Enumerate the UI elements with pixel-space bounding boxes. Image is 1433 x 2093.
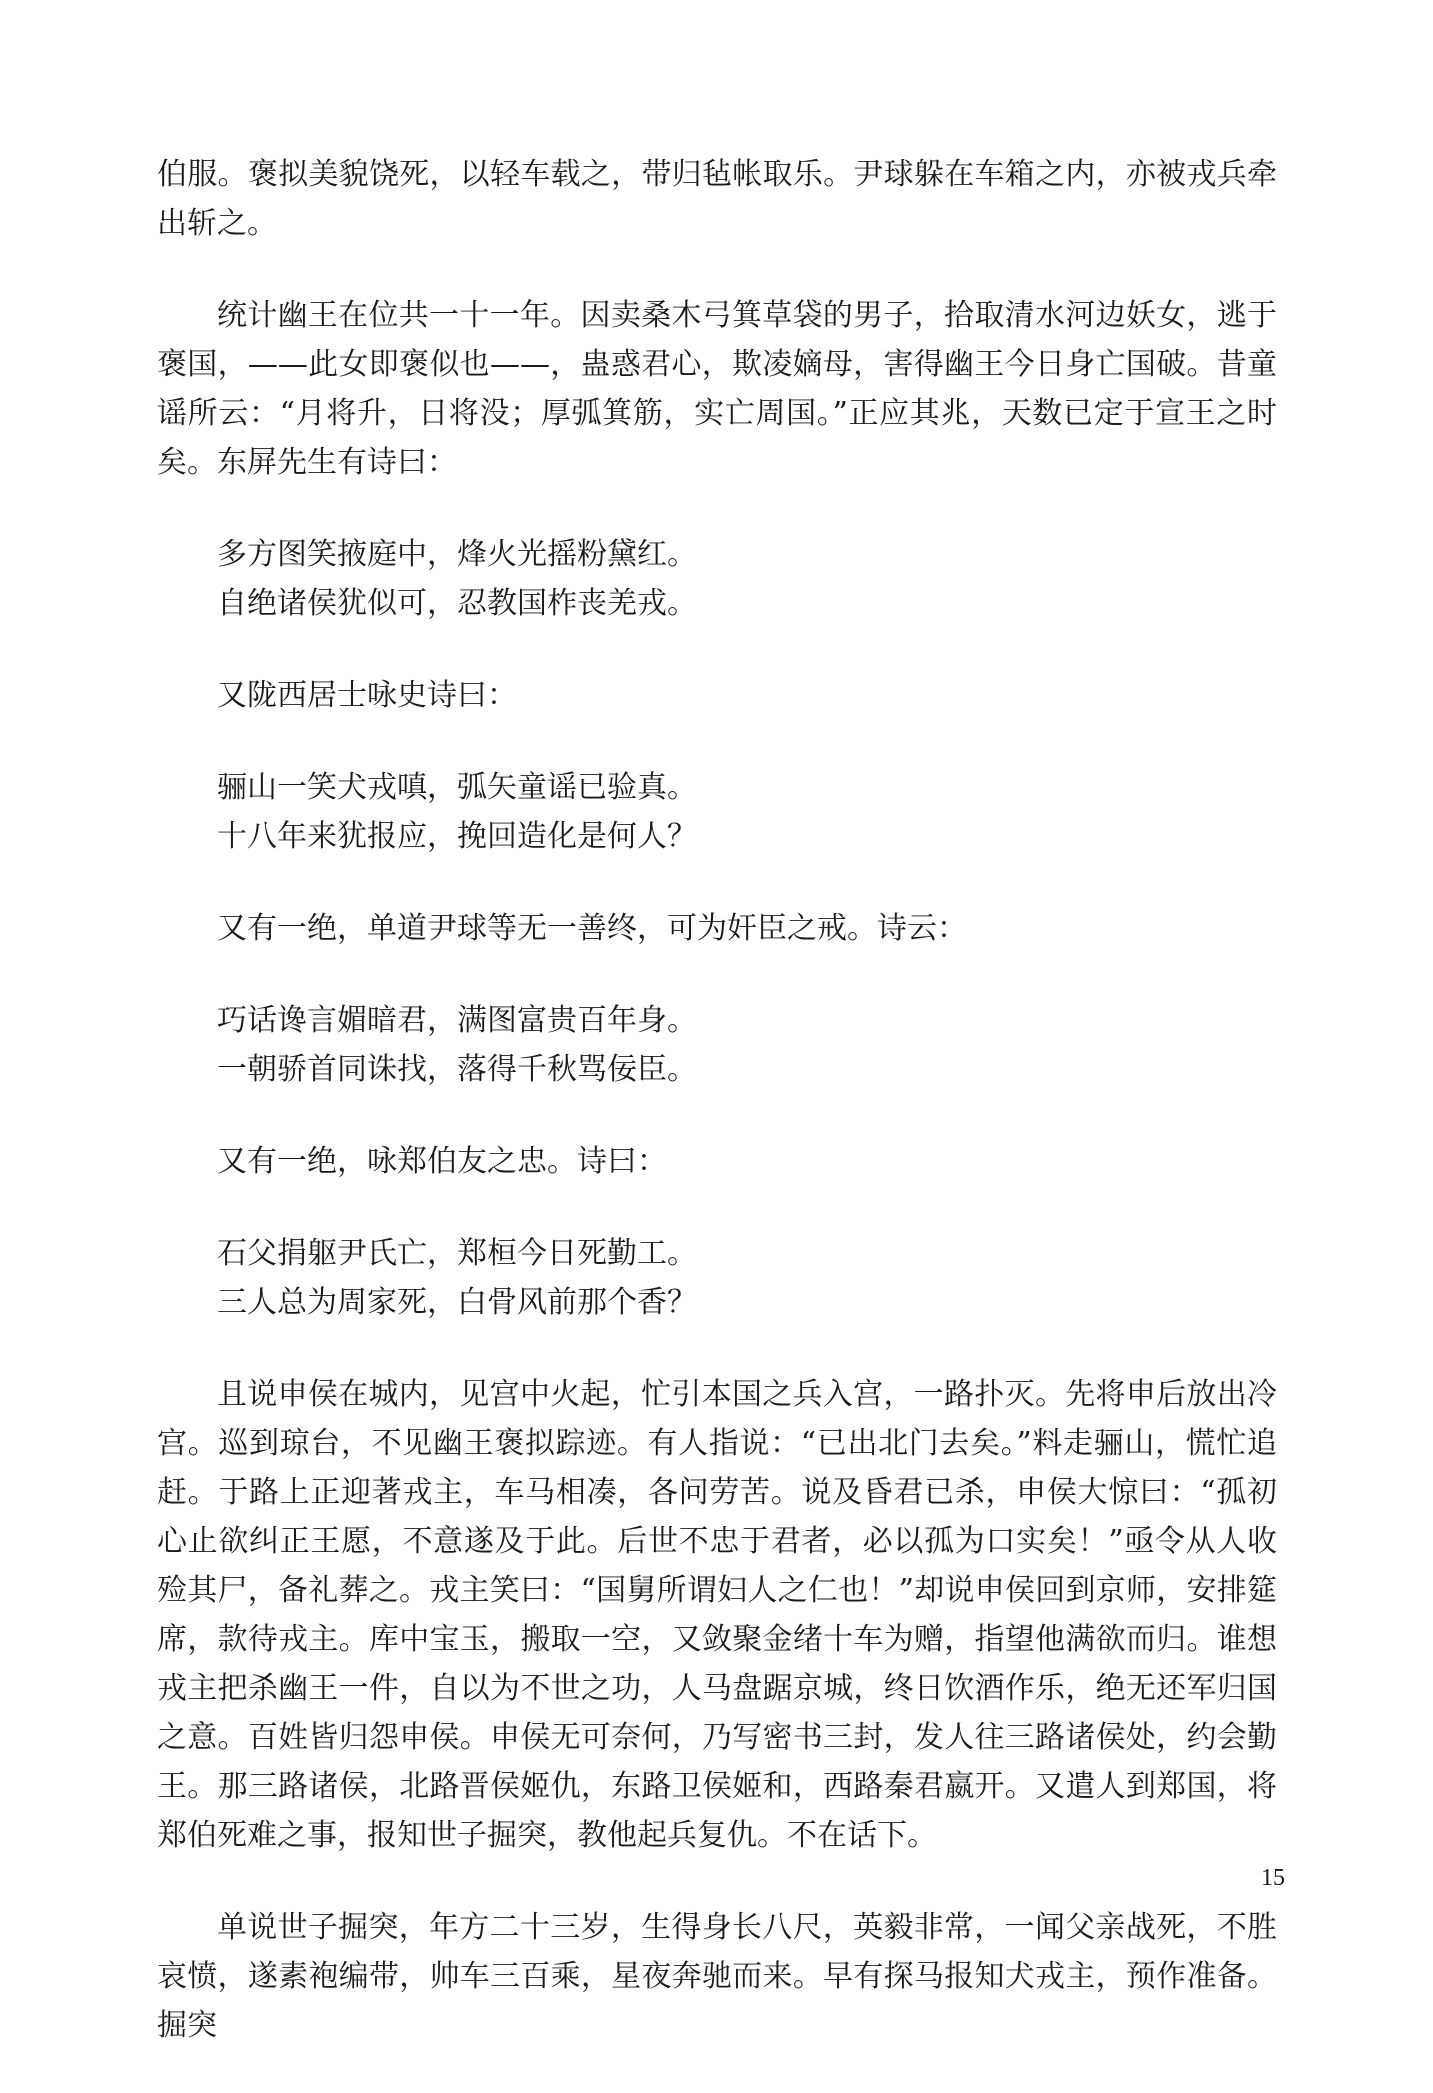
poem-2-line-1: 骊山一笑犬戎嗔，弧矢童谣已验真。 bbox=[217, 770, 697, 805]
poem-3-line-2: 一朝骄首同诛找，落得千秋骂佞臣。 bbox=[217, 1052, 697, 1087]
paragraph-4: 又有一绝，单道尹球等无一善终，可为奸臣之戒。诗云： bbox=[217, 911, 967, 946]
poem-2 bbox=[217, 763, 1277, 861]
poem-3 bbox=[217, 996, 1277, 1094]
paragraph-2: 统计幽王在位共一十一年。因卖桑木弓箕草袋的男子，拾取清水河边妖女，逃于褒国，——此女即褒似也——，蛊惑君心，欺凌嫡母，害得幽王今日身亡国破。昔童谣所云：“月将升，日将没；厚弧箕筋，实亡周国。”正应其兆，天数已定于宣王之时矣。东屏先生有诗曰： bbox=[157, 298, 1277, 480]
poem-1 bbox=[217, 530, 1277, 628]
paragraph-6: 且说申侯在城内，见宫中火起，忙引本国之兵入宫，一路扑灭。先将申后放出冷宫。巡到琼台，不见幽王褒拟踪迹。有人指说：“已出北门去矣。”料走骊山，慌忙追赶。于路上正迎著戎主，车马相凑，各问劳苦。说及昏君已杀，申侯大惊曰：“孤初心止欲纠正王愿，不意遂及于此。后世不忠于君者，必以孤为口实矣！”亟令从人收殓其尸，备礼葬之。戎主笑曰：“国舅所谓妇人之仁也！”却说申侯回到京师，安排筵席，款待戎主。库中宝玉，搬取一空，又敛聚金绪十车为赠，指望他满欲而归。谁想戎主把杀幽王一件，自以为不世之功，人马盘踞京城，终日饮酒作乐，绝无还军归国之意。百姓皆归怨申侯。申侯无可奈何，乃写密书三封，发人往三路诸侯处，约会勤王。那三路诸侯，北路晋侯姬仇，东路卫侯姬和，西路秦君嬴开。又遣人到郑国，将郑伯死难之事，报知世子掘突，教他起兵复仇。不在话下。 bbox=[157, 1377, 1277, 1853]
paragraph-7: 单说世子掘突，年方二十三岁，生得身长八尺，英毅非常，一闻父亲战死，不胜哀愤，遂素袍编带，帅车三百乘，星夜奔驰而来。早有探马报知犬戎主，预作准备。掘突 bbox=[157, 1910, 1277, 2043]
document-body bbox=[157, 150, 1277, 2093]
paragraph-3: 又陇西居士咏史诗曰： bbox=[217, 678, 517, 713]
poem-1-line-1: 多方图笑掖庭中，烽火光摇粉黛红。 bbox=[217, 537, 697, 572]
poem-1-line-2: 自绝诸侯犹似可，忍教国柞丧羌戎。 bbox=[217, 586, 697, 621]
page-number: 15 bbox=[1261, 1865, 1285, 1891]
poem-4-line-1: 石父捐躯尹氏亡，郑桓今日死勤工。 bbox=[217, 1236, 697, 1271]
paragraph-5: 又有一绝，咏郑伯友之忠。诗曰： bbox=[217, 1144, 667, 1179]
poem-4 bbox=[217, 1229, 1277, 1327]
poem-2-line-2: 十八年来犹报应，挽回造化是何人？ bbox=[217, 819, 697, 854]
paragraph-1: 伯服。褒拟美貌饶死，以轻车载之，带归毡帐取乐。尹球躲在车箱之内，亦被戎兵牵出斩之。 bbox=[157, 157, 1277, 241]
poem-3-line-1: 巧话谗言媚暗君，满图富贵百年身。 bbox=[217, 1003, 697, 1038]
poem-4-line-2: 三人总为周家死，白骨风前那个香？ bbox=[217, 1285, 697, 1320]
